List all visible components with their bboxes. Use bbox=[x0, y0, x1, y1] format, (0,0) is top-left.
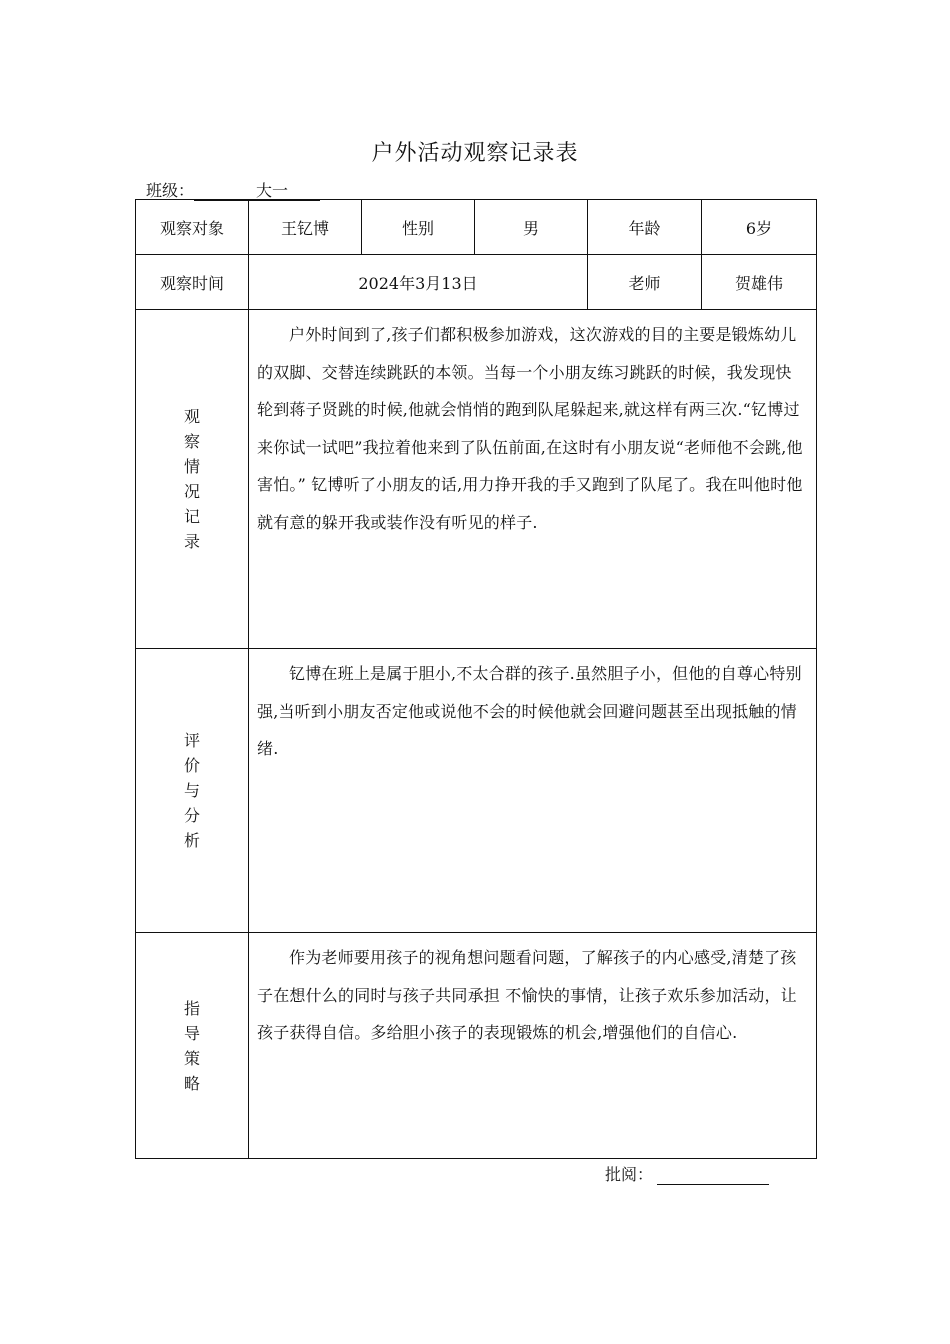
page-title: 户外活动观察记录表 bbox=[371, 141, 579, 166]
time-value: 2024年3月13日 bbox=[249, 255, 588, 310]
info-row-1 bbox=[136, 200, 817, 255]
label-char: 情 bbox=[183, 457, 200, 476]
class-field bbox=[146, 178, 320, 198]
label-char: 录 bbox=[183, 532, 200, 551]
review-label: 批阅： bbox=[605, 1165, 654, 1184]
subject-label: 观察对象 bbox=[136, 200, 249, 255]
subject-value: 王钇博 bbox=[249, 200, 362, 255]
label-char: 评 bbox=[183, 731, 200, 750]
review-field bbox=[605, 1162, 769, 1185]
label-char: 导 bbox=[183, 1023, 200, 1043]
label-char: 析 bbox=[183, 831, 200, 850]
review-signature-line[interactable] bbox=[657, 1166, 769, 1185]
label-char: 分 bbox=[183, 806, 200, 825]
evaluation-row bbox=[136, 649, 817, 933]
observation-table bbox=[135, 199, 817, 1159]
label-char: 略 bbox=[183, 1073, 200, 1093]
observation-record-text: 户外时间到了,孩子们都积极参加游戏，这次游戏的目的主要是锻炼幼儿的双脚、交替连续跳跃的本领。当每一个小朋友练习跳跃的时候，我发现快轮到蒋子贤跳的时候,他就会悄悄的跑到队尾躲起来,就这样有两三次.“钇博过来你试一试吧”我拉着他来到了队伍前面,在这时有小朋友说“老师他不会跳,他害怕。” 钇博听了小朋友的话,用力挣开我的手又跑到了队尾了。我在叫他时他就有意的躲开我或装作没有听见的样子. bbox=[249, 310, 817, 649]
label-char: 观 bbox=[183, 407, 200, 426]
evaluation-label bbox=[136, 649, 249, 933]
label-char: 与 bbox=[183, 781, 200, 800]
label-char: 指 bbox=[183, 998, 200, 1018]
age-value: 6岁 bbox=[702, 200, 817, 255]
label-char: 察 bbox=[183, 432, 200, 451]
guidance-row bbox=[136, 933, 817, 1159]
class-value: 大一 bbox=[194, 182, 320, 201]
guidance-text: 作为老师要用孩子的视角想问题看问题，了解孩子的内心感受,清楚了孩子在想什么的同时与孩子共同承担 不愉快的事情，让孩子欢乐参加活动，让孩子获得自信。多给胆小孩子的表现锻炼的机会,增强他们的自信心. bbox=[249, 933, 817, 1159]
gender-label: 性别 bbox=[362, 200, 475, 255]
teacher-label: 老师 bbox=[588, 255, 702, 310]
label-char: 记 bbox=[183, 507, 200, 526]
gender-value: 男 bbox=[475, 200, 588, 255]
info-row-2 bbox=[136, 255, 817, 310]
label-char: 况 bbox=[183, 482, 200, 501]
time-label: 观察时间 bbox=[136, 255, 249, 310]
evaluation-text: 钇博在班上是属于胆小,不太合群的孩子.虽然胆子小，但他的自尊心特别强,当听到小朋友否定他或说他不会的时候他就会回避问题甚至出现抵触的情绪. bbox=[249, 649, 817, 933]
guidance-label bbox=[136, 933, 249, 1159]
observation-record-label bbox=[136, 310, 249, 649]
teacher-value: 贺雄伟 bbox=[702, 255, 817, 310]
class-label: 班级： bbox=[146, 181, 195, 200]
age-label: 年龄 bbox=[588, 200, 702, 255]
label-char: 策 bbox=[183, 1048, 200, 1068]
label-char: 价 bbox=[183, 756, 200, 775]
observation-record-row bbox=[136, 310, 817, 649]
